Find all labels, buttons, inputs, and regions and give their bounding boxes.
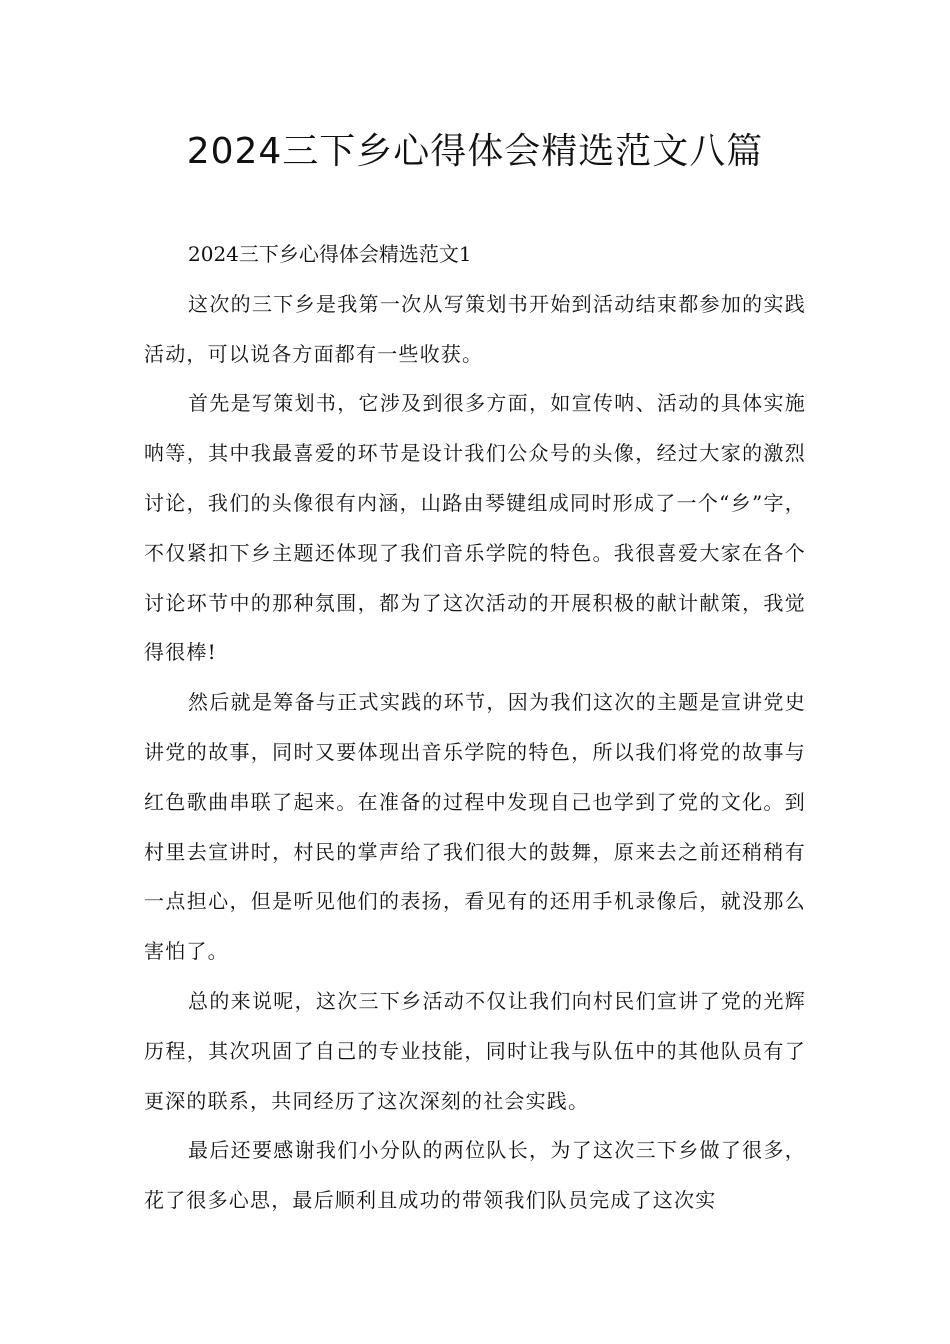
paragraph-4: 总的来说呢，这次三下乡活动不仅让我们向村民们宣讲了党的光辉历程，其次巩固了自己的专业技能，同时让我与队伍中的其他队员有了更深的联系，共同经历了这次深刻的社会实践。 (144, 988, 806, 1113)
paragraph-1: 这次的三下乡是我第一次从写策划书开始到活动结束都参加的实践活动，可以说各方面都有一些收获。 (144, 291, 806, 366)
paragraph-2: 首先是写策划书，它涉及到很多方面，如宣传呐、活动的具体实施呐等，其中我最喜爱的环节是设计我们公众号的头像，经过大家的激烈讨论，我们的头像很有内涵，山路由琴键组成同时形成了一个“乡”字，不仅紧扣下乡主题还体现了我们音乐学院的特色。我很喜爱大家在各个讨论环节中的那种氛围，都为了这次活动的开展积极的献计献策，我觉得很棒! (144, 391, 806, 665)
section-heading: 2024三下乡心得体会精选范文1 (188, 242, 472, 266)
document-title: 2024三下乡心得体会精选范文八篇 (186, 131, 764, 172)
document-body (144, 230, 806, 1226)
paragraph-3: 然后就是筹备与正式实践的环节，因为我们这次的主题是宣讲党史讲党的故事，同时又要体现出音乐学院的特色，所以我们将党的故事与红色歌曲串联了起来。在准备的过程中发现自己也学到了党的文化。到村里去宣讲时，村民的掌声给了我们很大的鼓舞，原来去之前还稍稍有一点担心，但是听见他们的表扬，看见有的还用手机录像后，就没那么害怕了。 (144, 690, 806, 964)
paragraph-5: 最后还要感谢我们小分队的两位队长，为了这次三下乡做了很多，花了很多心思，最后顺利且成功的带领我们队员完成了这次实 (144, 1138, 806, 1213)
